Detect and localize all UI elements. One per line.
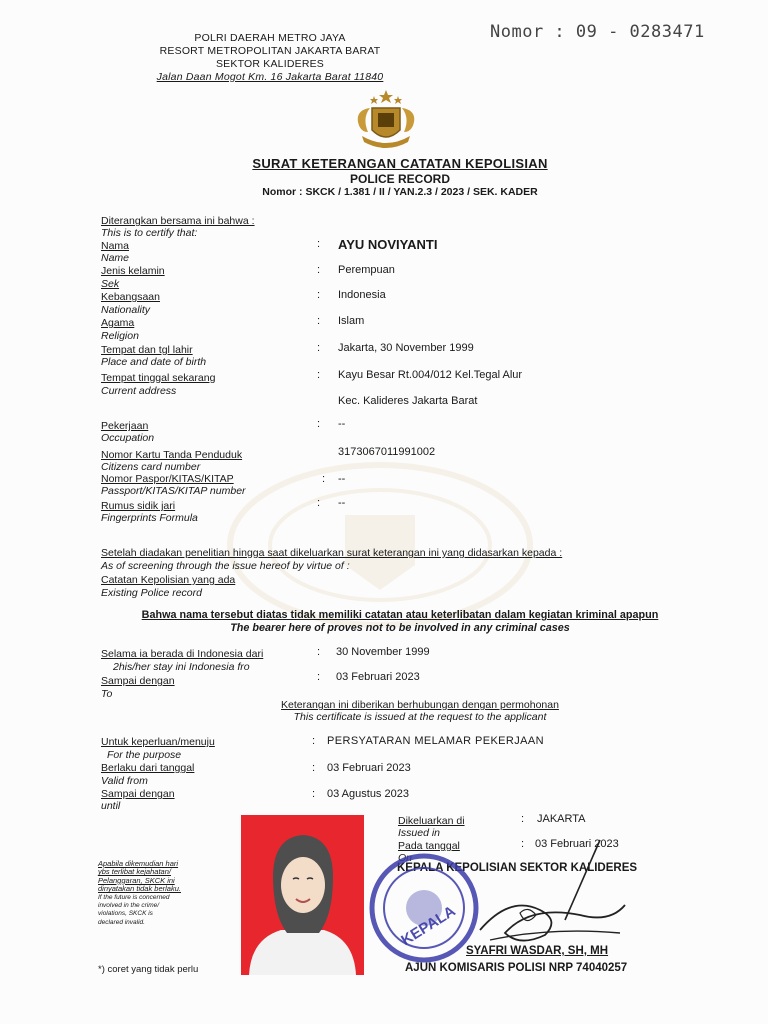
officer-rank: AJUN KOMISARIS POLISI NRP 74040257 [405,962,628,974]
statement-id: Bahwa nama tersebut diatas tidak memiliki catatan atau keterlibatan dalam kegiatan kriminal apapun [141,609,659,621]
field-alamat-value1: Kayu Besar Rt.004/012 Kel.Tegal Alur [338,369,523,381]
field-ttl-en: Place and date of birth [101,356,207,368]
colon: : [317,315,321,327]
header-line3: SEKTOR KALIDERES [215,58,325,70]
statement-en: The bearer here of proves not to be involved in any criminal cases [230,622,570,634]
header-line1: POLRI DAERAH METRO JAYA [194,32,346,44]
colon: : [317,671,321,683]
record-en: Existing Police record [101,587,202,599]
issue-date-label: Pada tanggal [398,840,460,852]
field-sidik-value: -- [338,497,346,509]
field-sidik-en: Fingerprints Formula [101,512,198,524]
person-photo-icon [241,815,364,975]
field-ttl-value: Jakarta, 30 November 1999 [338,342,474,354]
valid-until-label: Sampai dengan [101,788,175,800]
disclaimer-note [98,860,181,927]
issue-date-en: On [398,852,413,864]
stay-to-label: Sampai dengan [101,675,175,687]
record-id: Catatan Kepolisian yang ada [101,574,236,586]
colon: : [322,473,326,485]
field-kerja-label: Pekerjaan [101,420,149,432]
colon: : [312,735,316,747]
issuing-office: KEPALA KEPOLISIAN SEKTOR KALIDERES [397,862,638,874]
field-ktp-value: 3173067011991002 [338,446,436,458]
note-line: involved in the crime/ [98,902,160,910]
field-paspor-value: -- [338,473,346,485]
polri-emblem-icon [348,88,424,152]
request-en: This certificate is issued at the request to the applicant [293,711,547,723]
field-bangsa-value: Indonesia [338,289,386,301]
stay-to-value: 03 Februari 2023 [336,671,420,683]
valid-from-label: Berlaku dari tanggal [101,762,195,774]
field-alamat-en: Current address [101,385,177,397]
issue-place-value: JAKARTA [537,813,586,825]
field-agama-value: Islam [338,315,365,327]
field-kerja-value: -- [338,418,346,430]
field-bangsa-en: Nationality [101,304,151,316]
issue-place-en: Issued in [398,827,441,839]
field-jenis-en: Sek [101,278,120,290]
note-line: violations, SKCK is [98,910,153,918]
stay-from-en: 2his/her stay ini Indonesia fro [113,661,250,673]
valid-from-value: 03 Februari 2023 [327,762,411,774]
colon: : [317,418,321,430]
valid-until-value: 03 Agustus 2023 [327,788,409,800]
issue-place-label: Dikeluarkan di [398,815,465,827]
footer-note: *) coret yang tidak perlu [98,964,199,975]
field-alamat-value2: Kec. Kalideres Jakarta Barat [338,395,478,407]
stay-from-value: 30 November 1999 [336,646,430,658]
intro-en: This is to certify that: [101,227,198,239]
header-line2: RESORT METROPOLITAN JAKARTA BARAT [159,45,381,57]
field-ktp-label: Nomor Kartu Tanda Penduduk [101,449,243,461]
note-line: ybs terlibat kejahatan/ [98,867,171,877]
signature-icon [450,835,640,950]
note-line: If the future is concerned [98,893,170,901]
note-line: Apabila dikemudian hari [98,859,179,868]
valid-from-en: Valid from [101,775,148,787]
field-alamat-label: Tempat tinggal sekarang [101,372,216,384]
watermark-emblem-icon [215,455,545,635]
purpose-en: For the purpose [107,749,182,761]
field-nama-label: Nama [101,240,130,252]
field-paspor-label: Nomor Paspor/KITAS/KITAP [101,473,234,485]
intro-id: Diterangkan bersama ini bahwa : [101,215,255,227]
field-jenis-label: Jenis kelamin [101,265,165,277]
stay-to-en: To [101,688,113,700]
screening-en: As of screening through the issue hereof by virtue of : [101,560,350,572]
document-number: Nomor : SKCK / 1.381 / II / YAN.2.3 / 2023 / SEK. KADER [262,186,538,198]
officer-name: SYAFRI WASDAR, SH, MH [466,945,609,957]
colon: : [317,369,321,381]
colon: : [317,497,321,509]
field-nama-value: AYU NOVIYANTI [338,237,438,252]
colon: : [312,762,316,774]
request-id: Keterangan ini diberikan berhubungan dengan permohonan [281,699,559,711]
field-kerja-en: Occupation [101,432,155,444]
field-agama-en: Religion [101,330,139,342]
screening-id: Setelah diadakan penelitian hingga saat dikeluarkan surat keterangan ini yang didasarkan kepada : [101,547,563,559]
valid-until-en: until [101,800,121,812]
field-bangsa-label: Kebangsaan [101,291,160,303]
purpose-label: Untuk keperluan/menuju [101,736,215,748]
note-line: dinyatakan tidak berlaku. [98,884,181,894]
document-subtitle: POLICE RECORD [349,172,450,186]
applicant-photo [241,815,364,975]
note-line: Pelanggaran, SKCK ini [98,875,175,885]
stamp-label: KEPALA [398,902,459,950]
note-line: declared invalid. [98,918,145,926]
stay-from-label: Selama ia berada di Indonesia dari [101,648,264,660]
purpose-value: PERSYATARAN MELAMAR PEKERJAAN [327,735,544,747]
colon: : [521,813,525,825]
field-ktp-en: Citizens card number [101,461,201,473]
field-nama-en: Name [101,252,130,264]
colon: : [317,289,321,301]
issue-date-value: 03 Februari 2023 [535,838,619,850]
field-agama-label: Agama [101,317,135,329]
serial-number: Nomor : 09 - 0283471 [490,22,705,42]
field-paspor-en: Passport/KITAS/KITAP number [101,485,246,497]
colon: : [317,264,321,276]
colon: : [317,238,321,250]
field-ttl-label: Tempat dan tgl lahir [101,344,193,356]
colon: : [317,342,321,354]
colon: : [521,838,525,850]
colon: : [312,788,316,800]
field-sidik-label: Rumus sidik jari [101,500,176,512]
colon: : [317,646,321,658]
field-jenis-value: Perempuan [338,264,395,276]
document-title: SURAT KETERANGAN CATATAN KEPOLISIAN [252,156,548,171]
header-address: Jalan Daan Mogot Km. 16 Jakarta Barat 11840 [156,71,384,83]
